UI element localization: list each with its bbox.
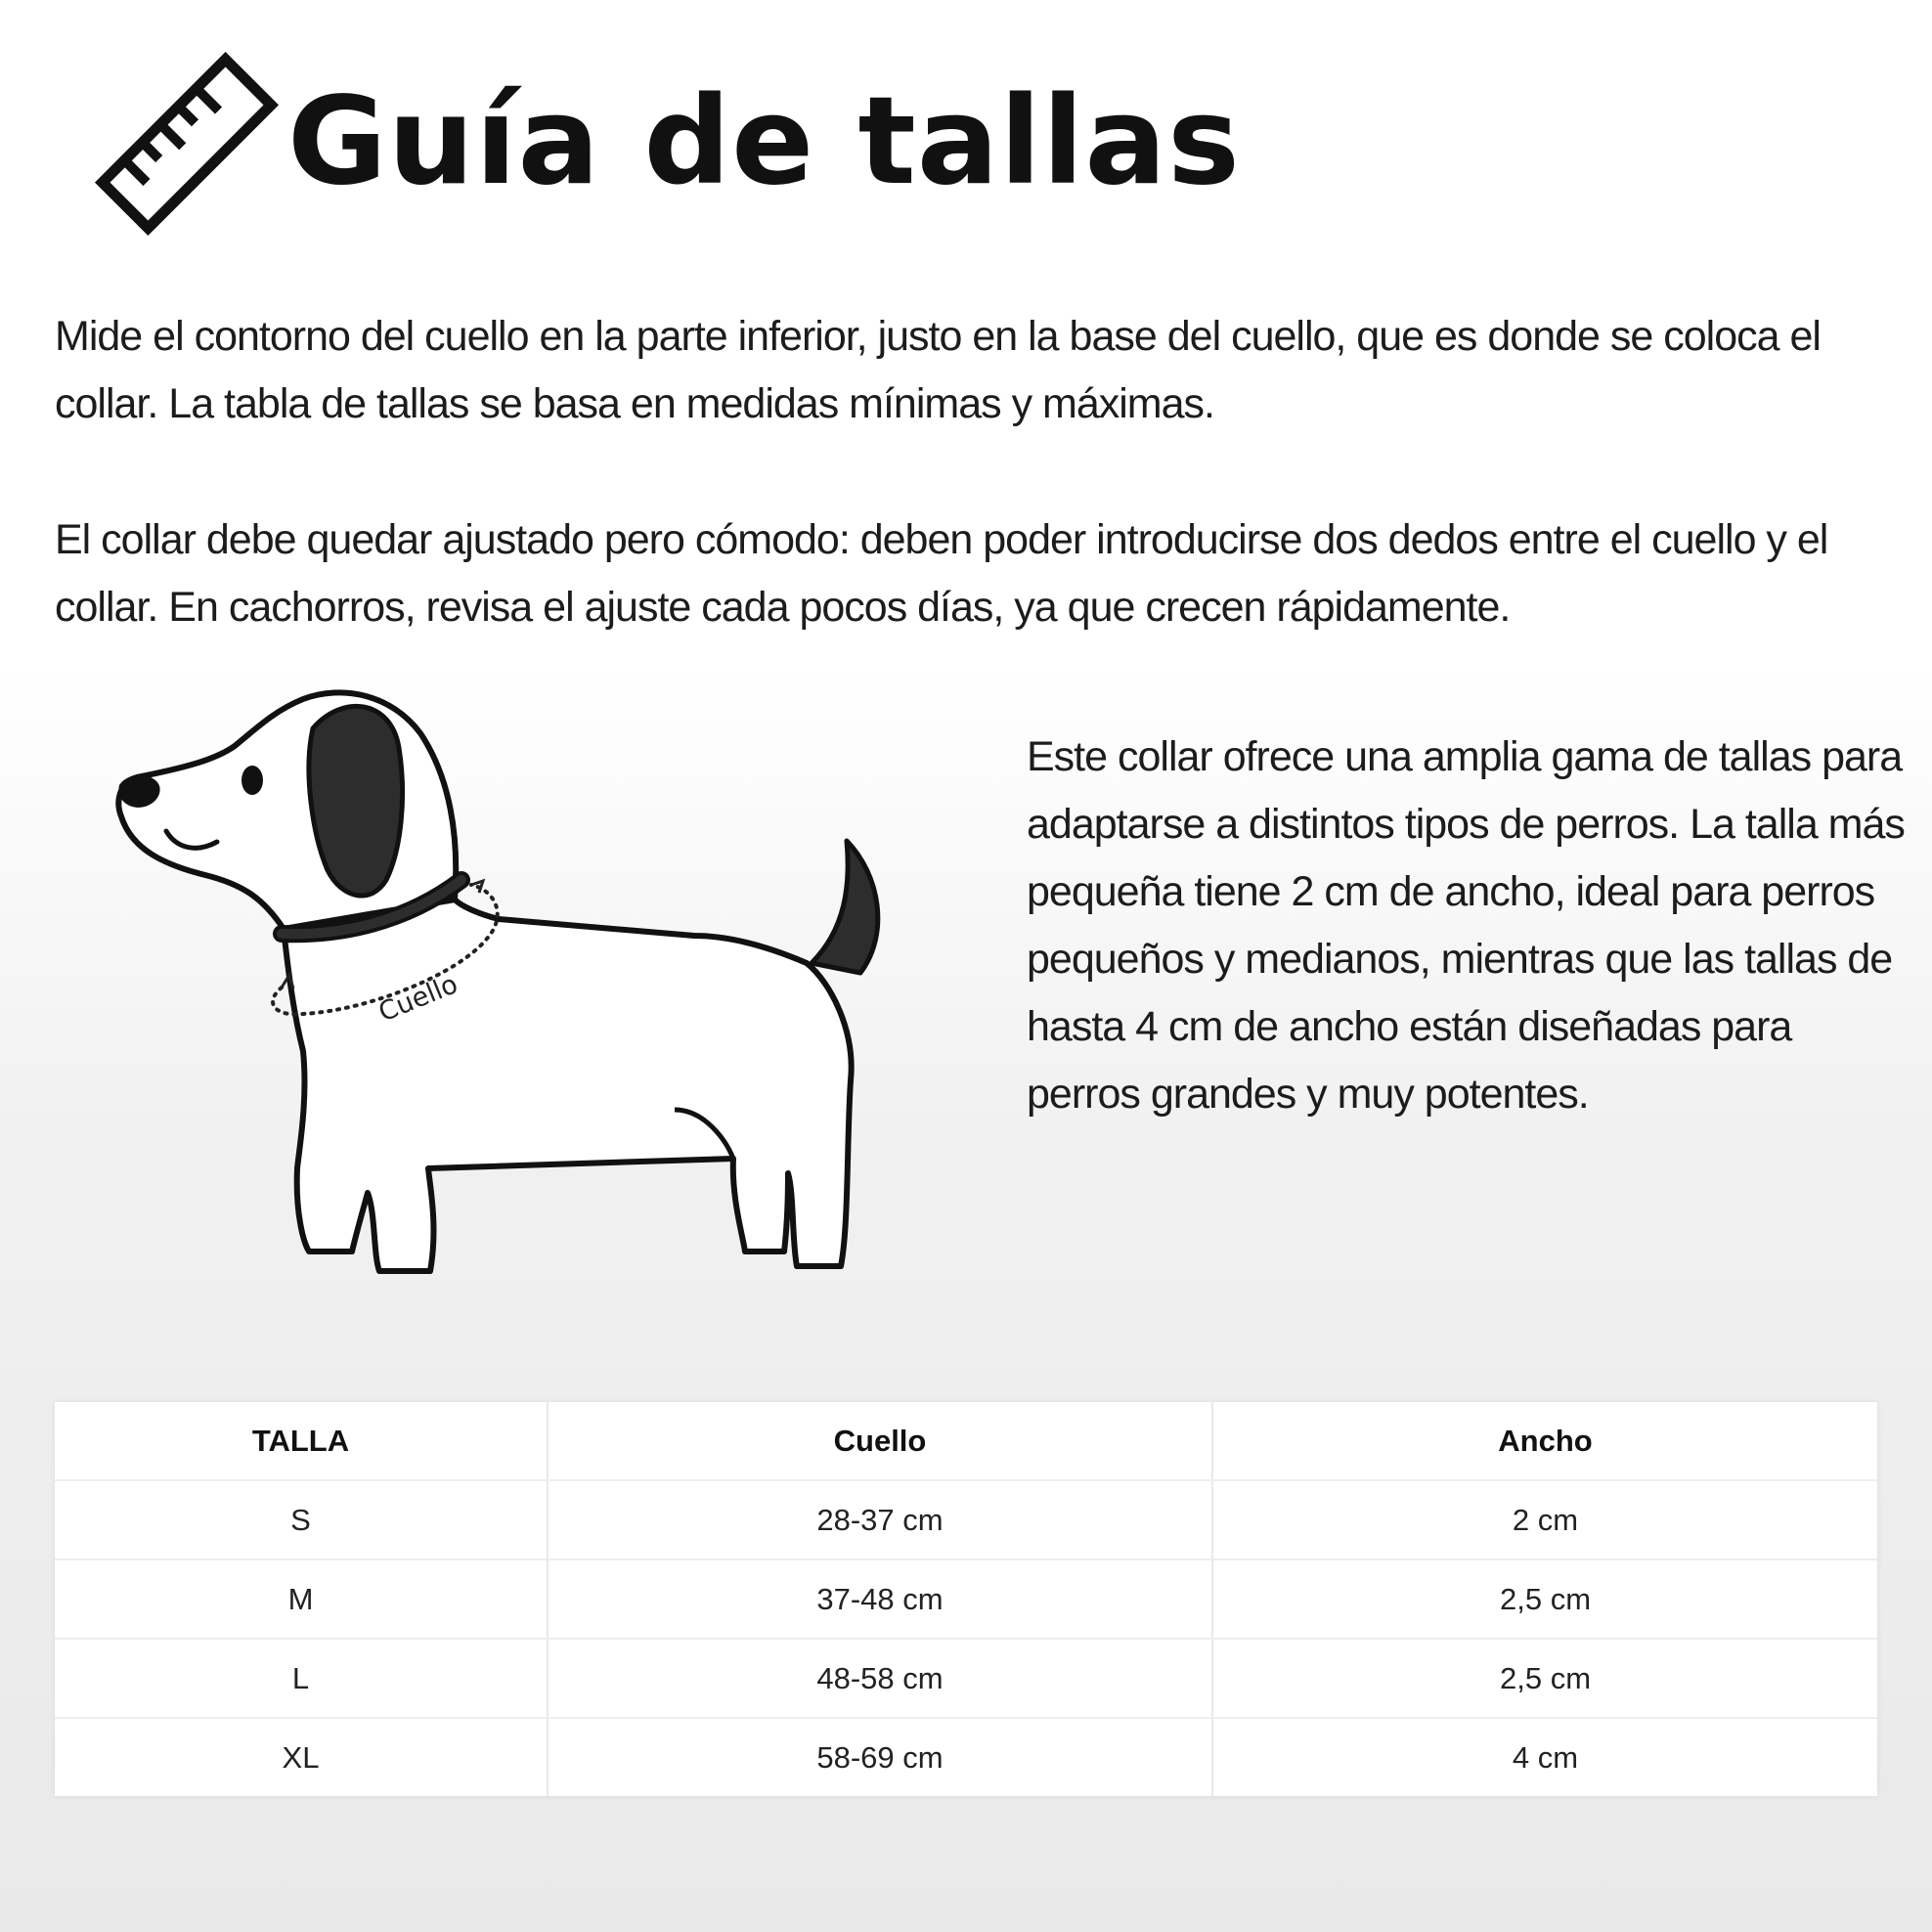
- width-cell: 4 cm: [1212, 1718, 1877, 1796]
- width-cell: 2,5 cm: [1212, 1639, 1877, 1718]
- table-row: [55, 1559, 1877, 1639]
- header-width: Ancho: [1212, 1402, 1877, 1480]
- table-row: [55, 1480, 1877, 1559]
- collar-description: Este collar ofrece una amplia gama de tallas para adaptarse a distintos tipos de perros. La talla más pequeña tiene 2 cm de ancho, ideal para perros pequeños y medianos, mientras que las tallas de hasta 4 cm de ancho están diseñadas para perros grandes y muy potentes.: [1027, 733, 1905, 1118]
- dog-with-collar-illustration: [108, 680, 890, 1286]
- neck-cell: 37-48 cm: [548, 1559, 1212, 1639]
- page-title: Guía de tallas: [287, 71, 1241, 212]
- neck-cell: 48-58 cm: [548, 1639, 1212, 1718]
- table-row: [55, 1718, 1877, 1796]
- neck-cell: 58-69 cm: [548, 1718, 1212, 1796]
- table-row: [55, 1639, 1877, 1718]
- ruler-icon: [94, 51, 280, 237]
- size-cell: S: [55, 1480, 548, 1559]
- header-size: TALLA: [55, 1402, 548, 1480]
- size-cell: XL: [282, 1739, 320, 1775]
- page-header: [94, 51, 1365, 237]
- width-cell: 2,5 cm: [1212, 1559, 1877, 1639]
- dog-body: [284, 900, 852, 1271]
- neck-cell: 28-37 cm: [548, 1480, 1212, 1559]
- size-table: [55, 1402, 1877, 1796]
- fit-instructions: El collar debe quedar ajustado pero cómodo: deben poder introducirse dos dedos entre el cuello y el collar. En cachorros, revisa el ajuste cada pocos días, ya que crecen rápidamente.: [55, 516, 1828, 631]
- size-cell: L: [55, 1639, 548, 1718]
- neck-label: Cuello: [374, 969, 462, 1029]
- dog-head: [118, 692, 456, 929]
- width-cell: 2 cm: [1212, 1480, 1877, 1559]
- table-header-row: [55, 1402, 1877, 1480]
- header-neck: Cuello: [548, 1402, 1212, 1480]
- size-cell: M: [55, 1559, 548, 1639]
- measure-instructions: Mide el contorno del cuello en la parte inferior, justo en la base del cuello, que es donde se coloca el collar. La tabla de tallas se basa en medidas mínimas y máximas.: [55, 313, 1821, 427]
- dog-tail: [812, 841, 878, 973]
- dog-eye: [242, 766, 263, 795]
